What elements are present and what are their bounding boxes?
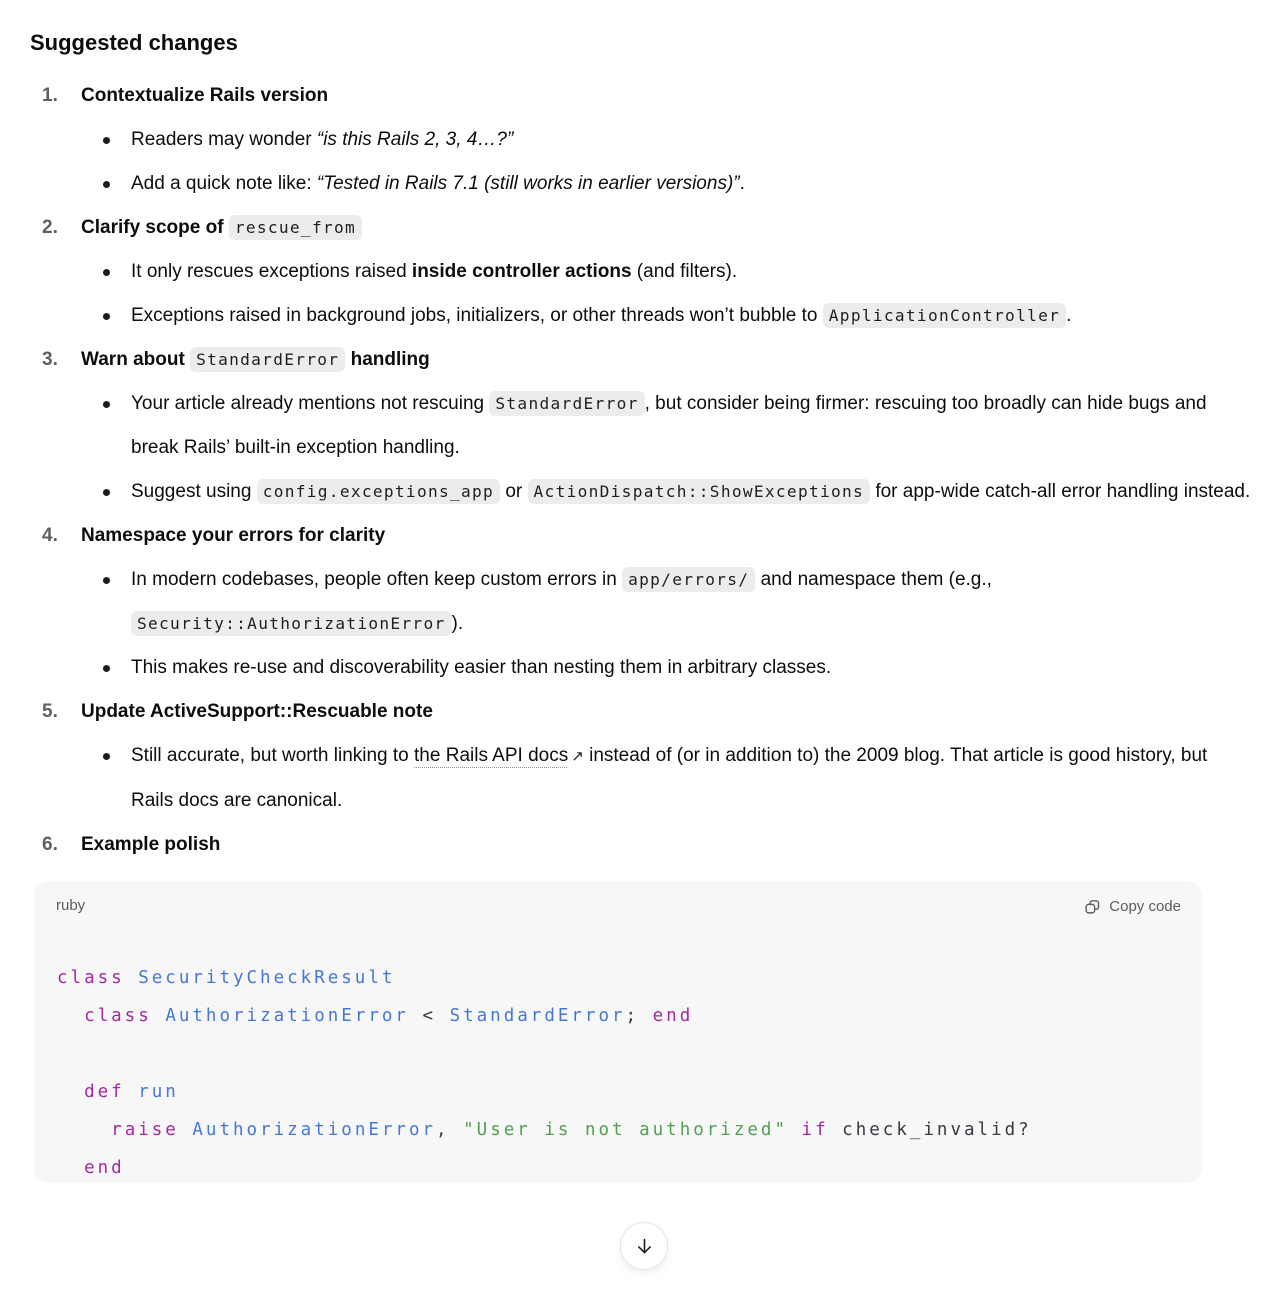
code-token: AuthorizationError <box>165 1006 409 1026</box>
code-token: run <box>138 1082 179 1102</box>
code-token <box>788 1120 802 1140</box>
code-token: def <box>84 1082 125 1102</box>
item-heading <box>81 74 1252 118</box>
item-body <box>81 338 1252 514</box>
code-token: SecurityCheckResult <box>138 968 396 988</box>
bold-text: inside controller actions <box>411 261 632 282</box>
bullet-item <box>81 470 1252 514</box>
inline-code: ActionDispatch::ShowExceptions <box>528 479 871 504</box>
code-token <box>179 1120 193 1140</box>
arrow-down-icon <box>634 1236 655 1257</box>
bullet-list <box>81 118 1252 206</box>
inline-code: config.exceptions_app <box>257 479 500 504</box>
inline-code: app/errors/ <box>622 567 755 592</box>
code-block <box>34 881 1202 1183</box>
inline-code: StandardError <box>190 347 345 372</box>
text: Still accurate, but worth linking to <box>131 745 415 766</box>
scroll-to-bottom-button[interactable] <box>620 1222 668 1270</box>
suggestion-item <box>42 338 1252 514</box>
item-body <box>81 206 1252 338</box>
text: It only rescues exceptions raised <box>131 261 412 282</box>
bullet-list <box>81 734 1252 823</box>
code-token <box>57 1006 84 1026</box>
copy-code-button[interactable] <box>1084 898 1181 915</box>
code-token <box>125 968 139 988</box>
suggestion-item <box>42 206 1252 338</box>
bullet-list <box>81 250 1252 338</box>
copy-code-label: Copy code <box>1109 897 1181 915</box>
bullet-item <box>81 294 1252 338</box>
inline-code: StandardError <box>489 391 644 416</box>
bold-text: Update ActiveSupport::Rescuable note <box>81 701 433 722</box>
code-token <box>57 1082 84 1102</box>
code-block-header <box>34 881 1202 917</box>
item-number: 2. <box>42 217 58 238</box>
code-token: StandardError <box>449 1006 626 1026</box>
text: Suggest using <box>131 481 257 502</box>
item-heading <box>81 823 1252 867</box>
bullet-item <box>81 162 1252 206</box>
bold-text: Example polish <box>81 834 221 855</box>
code-token <box>57 1158 84 1178</box>
code-token: class <box>84 1006 152 1026</box>
bold-text: Warn about <box>81 349 191 370</box>
text: instead of (or in addition to) the 2009 blog. That article is good history, but Rails docs are canonical. <box>131 745 1208 811</box>
suggestion-item <box>42 690 1252 823</box>
bullet-item <box>81 646 1252 690</box>
inline-code: rescue_from <box>229 215 362 240</box>
text: Add a quick note like: <box>131 173 317 194</box>
bullet-list <box>81 382 1252 514</box>
copy-icon <box>1084 898 1101 915</box>
text: . <box>739 173 745 194</box>
text: This makes re-use and discoverability easier than nesting them in arbitrary classes. <box>131 657 832 678</box>
italic-text: “Tested in Rails 7.1 (still works in earlier versions)” <box>316 173 740 194</box>
suggestion-item <box>42 514 1252 690</box>
item-heading <box>81 338 1252 382</box>
item-body <box>81 823 1252 867</box>
bold-text: Contextualize Rails version <box>81 85 329 106</box>
item-number: 5. <box>42 701 58 722</box>
code-token <box>152 1006 166 1026</box>
text: Exceptions raised in background jobs, initializers, or other threads won’t bubble to <box>131 305 823 326</box>
code-token: end <box>84 1158 125 1178</box>
bold-text: Namespace your errors for clarity <box>81 525 386 546</box>
item-number: 4. <box>42 525 58 546</box>
bullet-item <box>81 558 1252 646</box>
text: and namespace them (e.g., <box>755 569 992 590</box>
item-body <box>81 514 1252 690</box>
rails-api-docs-link[interactable]: the Rails API docs <box>414 745 569 766</box>
suggestions-list <box>30 74 1252 867</box>
text: or <box>500 481 528 502</box>
code-token: raise <box>111 1120 179 1140</box>
code-content <box>34 917 1202 1183</box>
text: Readers may wonder <box>131 129 317 150</box>
item-heading <box>81 690 1252 734</box>
bullet-item <box>81 250 1252 294</box>
bullet-item <box>81 382 1252 470</box>
code-token: check_invalid? <box>842 1120 1032 1140</box>
code-token <box>125 1082 139 1102</box>
text: (and filters). <box>631 261 738 282</box>
code-token: , <box>436 1120 464 1140</box>
text: Your article already mentions not rescuing <box>131 393 490 414</box>
code-token: end <box>652 1006 694 1026</box>
code-token <box>57 1120 111 1140</box>
inline-code: ApplicationController <box>823 303 1066 328</box>
suggestion-item <box>42 74 1252 206</box>
code-language-label: ruby <box>56 897 86 914</box>
italic-text: “is this Rails 2, 3, 4…?” <box>316 129 514 150</box>
code-token: "User is not authorized" <box>463 1120 788 1140</box>
code-token <box>829 1120 843 1140</box>
text: , but consider being firmer: rescuing too broadly can hide bugs and break Rails’ built-in exception handling. <box>131 393 1207 458</box>
code-token: < <box>408 1006 450 1026</box>
item-body <box>81 690 1252 823</box>
bullet-list <box>81 558 1252 690</box>
item-number: 3. <box>42 349 58 370</box>
text: In modern codebases, people often keep custom errors in <box>131 569 623 590</box>
external-link-icon: ↗ <box>571 748 584 765</box>
inline-code: Security::AuthorizationError <box>131 611 452 636</box>
bold-text: handling <box>345 349 430 370</box>
text: ). <box>451 613 464 634</box>
code-token: AuthorizationError <box>192 1120 437 1140</box>
bullet-item <box>81 734 1252 823</box>
item-heading <box>81 514 1252 558</box>
code-token: class <box>57 968 125 988</box>
suggestion-item <box>42 823 1252 867</box>
code-token: if <box>801 1120 829 1140</box>
bullet-item <box>81 118 1252 162</box>
text: for app-wide catch-all error handling instead. <box>870 481 1251 502</box>
item-heading <box>81 206 1252 250</box>
item-number: 1. <box>42 85 58 106</box>
text: . <box>1066 305 1072 326</box>
bold-text: Clarify scope of <box>81 217 229 238</box>
code-token: ; <box>625 1006 653 1026</box>
item-body <box>81 74 1252 206</box>
item-number: 6. <box>42 834 58 855</box>
page-title: Suggested changes <box>30 30 238 55</box>
